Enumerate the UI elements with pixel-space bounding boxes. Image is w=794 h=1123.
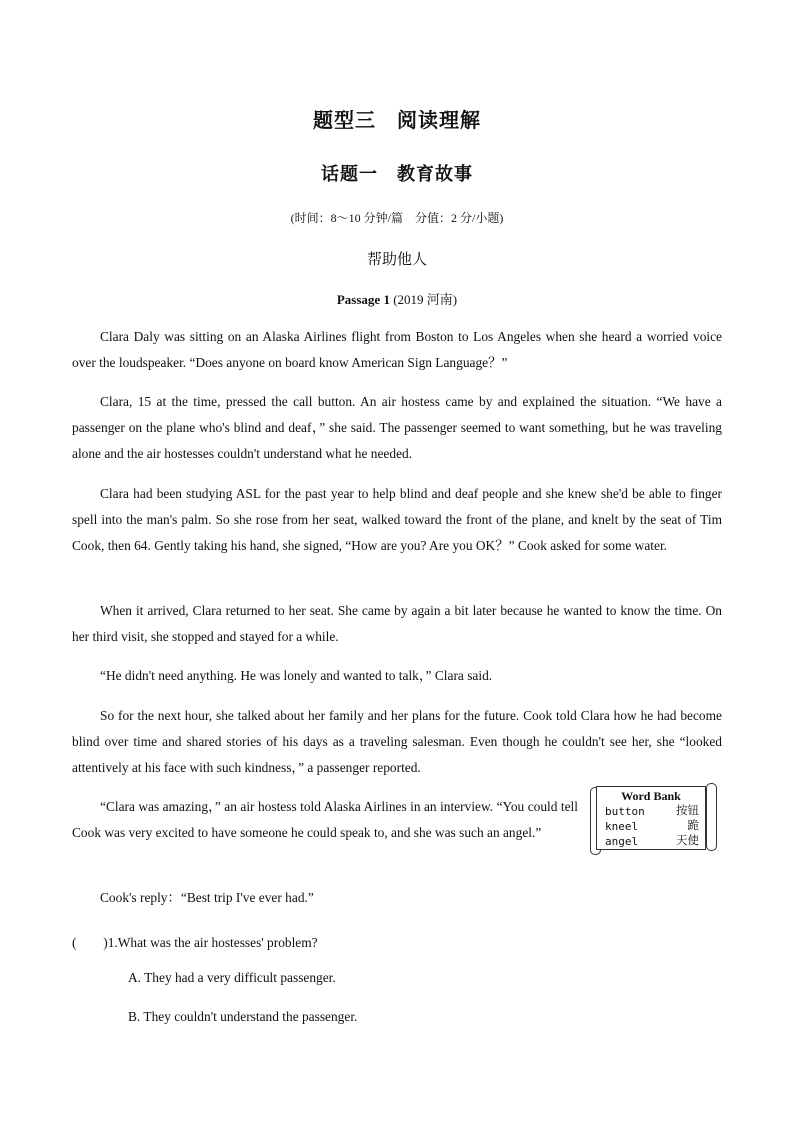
paragraph-4: When it arrived, Clara returned to her seat. She came by again a bit later because he wanted to know the time. On her third visit, she stopped and stayed for a while. (72, 603, 722, 644)
paragraph-7: “Clara was amazing，” an air hostess told Alaska Airlines in an interview. “You could tell Cook was very excited to have someone he could speak to, and she was such an angel.” (72, 799, 578, 840)
word-bank-entry (597, 804, 705, 819)
paragraph-8: Cook's reply：“Best trip I've ever had.” (100, 890, 314, 905)
word-bank-chinese: 按钮 (676, 805, 699, 817)
paragraph-1: Clara Daly was sitting on an Alaska Airlines flight from Boston to Los Angeles when she heard a worried voice over the loudspeaker. “Does anyone on board know American Sign Language？” (72, 329, 722, 370)
word-bank-english: angel (605, 835, 639, 848)
word-bank-title: Word Bank (621, 789, 681, 803)
page-title: 题型三 阅读理解 (313, 110, 481, 132)
word-bank-panel (596, 786, 706, 850)
time-score-note: (时间：8～10 分钟/篇 分值：2 分/小题) (290, 211, 504, 225)
passage-source: (2019 河南) (389, 292, 458, 307)
word-bank-chinese: 天使 (676, 835, 699, 847)
passage-heading (0, 289, 794, 308)
word-bank-english: button (605, 805, 645, 818)
word-bank (590, 781, 716, 856)
paragraph-6: So for the next hour, she talked about her family and her plans for the future. Cook told Clara how he had become blind over time and shared stories of his days as a traveling salesman. Even though he couldn't see her, she “looked attentively at his face with such kindness，” a passenger reported. (72, 708, 722, 775)
section-subtitle: 话题一 教育故事 (321, 164, 473, 184)
scroll-right-roll (706, 783, 717, 851)
passage-label: Passage 1 (336, 292, 390, 307)
word-bank-english: kneel (605, 820, 639, 833)
paragraph-3: Clara had been studying ASL for the past year to help blind and deaf people and she knew she'd be able to finger spell into the man's palm. So she rose from her seat, walked toward the front of the plane, and knelt by the seat of Tim Cook, then 64. Gently taking his hand, she signed, “How are you? Are you OK？” Cook asked for some water. (72, 486, 722, 553)
word-bank-entry (597, 819, 705, 834)
word-bank-chinese: 跪 (687, 820, 699, 832)
word-bank-entry (597, 834, 705, 849)
question-1: ( )1.What was the air hostesses' problem? (72, 935, 318, 950)
paragraph-5: “He didn't need anything. He was lonely and wanted to talk，” Clara said. (100, 668, 493, 683)
paragraph-2: Clara, 15 at the time, pressed the call button. An air hostess came by and explained the situation. “We have a passenger on the plane who's blind and deaf，” she said. The passenger seemed to want something, but he was traveling alone and the air hostesses couldn't understand what he needed. (72, 394, 722, 461)
option-a: A. They had a very difficult passenger. (128, 970, 336, 985)
topic-heading: 帮助他人 (366, 252, 427, 268)
option-b: B. They couldn't understand the passenger. (128, 1009, 358, 1024)
